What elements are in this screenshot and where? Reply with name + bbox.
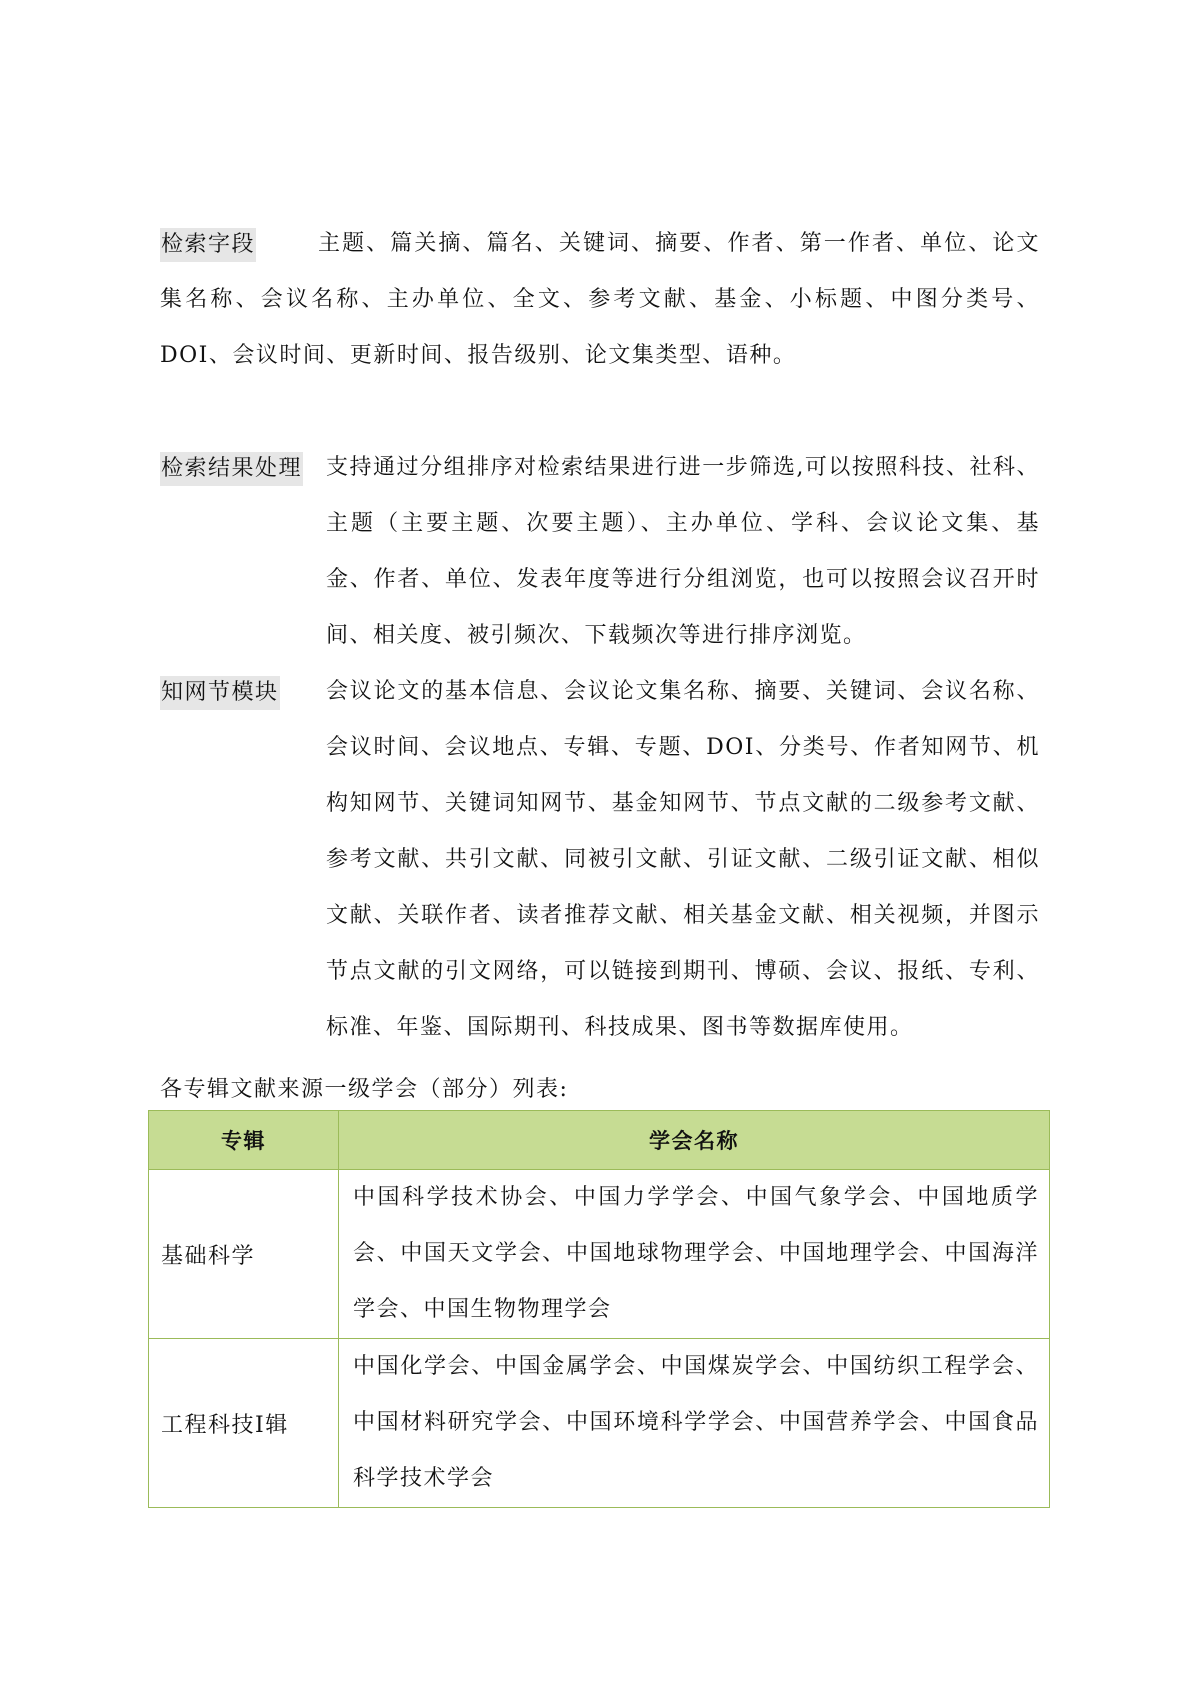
row-association-names: 中国科学技术协会、中国力学学会、中国气象学会、中国地质学会、中国天文学会、中国地球物理学会、中国地理学会、中国海洋学会、中国生物物理学会: [339, 1170, 1050, 1339]
header-association-names: 学会名称: [339, 1111, 1050, 1170]
table-caption: 各专辑文献来源一级学会（部分）列表:: [160, 1077, 569, 1102]
row-category: 工程科技I辑: [149, 1339, 339, 1508]
table-row: [149, 1339, 1050, 1508]
search-fields-text: 主题、篇关摘、篇名、关键词、摘要、作者、第一作者、单位、论文集名称、会议名称、主办单位、全文、参考文献、基金、小标题、中图分类号、DOI、会议时间、更新时间、报告级别、论文集类型、语种。: [160, 231, 1040, 368]
knowledge-node-text: 会议论文的基本信息、会议论文集名称、摘要、关键词、会议名称、会议时间、会议地点、专辑、专题、DOI、分类号、作者知网节、机构知网节、关键词知网节、基金知网节、节点文献的二级参考文献、参考文献、共引文献、同被引文献、引证文献、二级引证文献、相似文献、关联作者、读者推荐文献、相关基金文献、相关视频，并图示节点文献的引文网络，可以链接到期刊、博硕、会议、报纸、专利、标准、年鉴、国际期刊、科技成果、图书等数据库使用。: [326, 679, 1040, 1040]
header-category: 专辑: [149, 1111, 339, 1170]
row-association-names: 中国化学会、中国金属学会、中国煤炭学会、中国纺织工程学会、中国材料研究学会、中国环境科学学会、中国营养学会、中国食品科学技术学会: [339, 1339, 1050, 1508]
result-processing-text: 支持通过分组排序对检索结果进行进一步筛选,可以按照科技、社科、主题（主要主题、次要主题）、主办单位、学科、会议论文集、基金、作者、单位、发表年度等进行分组浏览，也可以按照会议召开时间、相关度、被引频次、下载频次等进行排序浏览。: [326, 455, 1040, 648]
knowledge-node-label: 知网节模块: [160, 676, 280, 710]
result-processing-label: 检索结果处理: [160, 452, 303, 486]
table-header-row: [149, 1111, 1050, 1170]
row-category: 基础科学: [149, 1170, 339, 1339]
association-table: [148, 1110, 1050, 1508]
search-fields-label: 检索字段: [160, 228, 256, 262]
table-row: [149, 1170, 1050, 1339]
